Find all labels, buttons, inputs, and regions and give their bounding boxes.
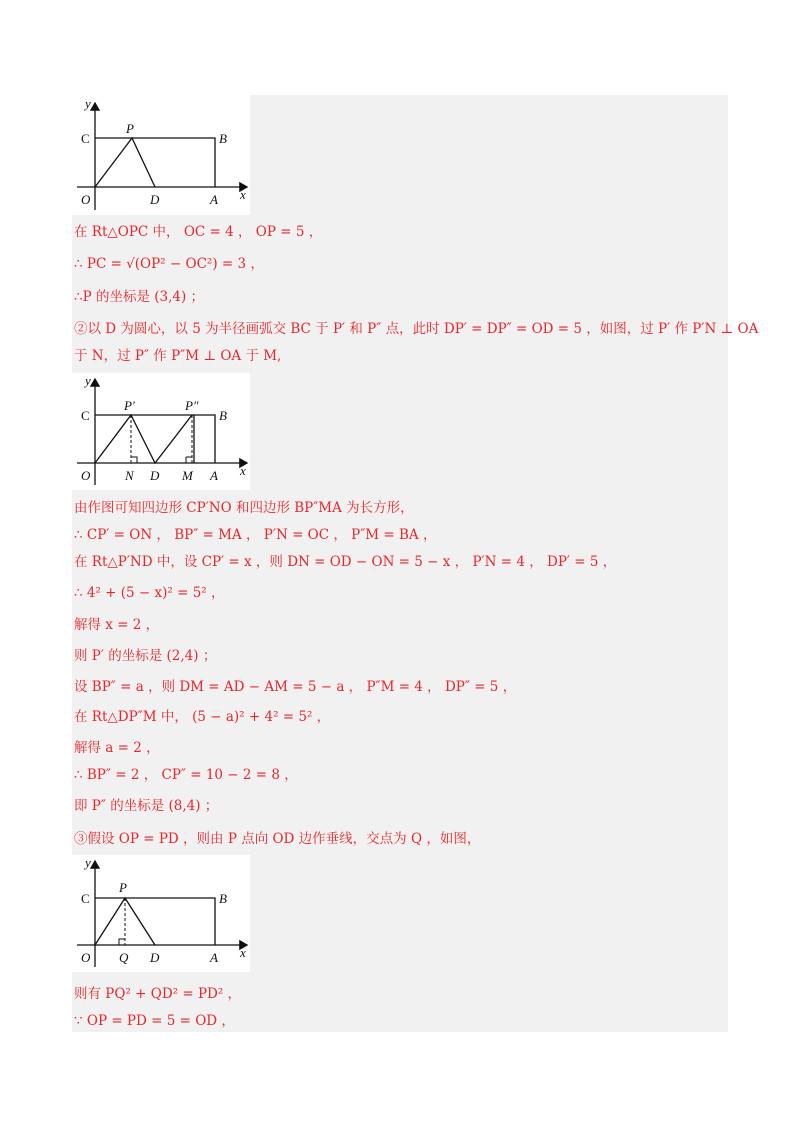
- label-x: x: [240, 463, 246, 478]
- label-b: B: [219, 131, 227, 146]
- text-line: ∴ BP″ = 2 ， CP″ = 10 − 2 = 8 ，: [74, 767, 298, 783]
- label-p-double-prime: P″: [185, 398, 199, 413]
- right-angle-q: [119, 939, 125, 945]
- label-m: M: [182, 468, 193, 483]
- label-o: O: [81, 468, 91, 483]
- text-line: 解得 x = 2 ，: [74, 617, 160, 633]
- text-line: 解得 a = 2 ，: [74, 740, 160, 756]
- text-line: 设 BP″ = a ，则 DM = AD − AM = 5 − a ， P″M = 4 ， DP″ = 5 ，: [74, 679, 517, 695]
- label-y: y: [85, 855, 91, 870]
- text-line: ∴P 的坐标是 (3,4) ；: [74, 289, 205, 305]
- label-p: P: [119, 880, 127, 895]
- right-angle-n: [131, 457, 137, 463]
- text-line: 在 Rt△OPC 中， OC = 4 ， OP = 5 ，: [74, 224, 323, 240]
- label-d: D: [150, 950, 160, 965]
- label-b: B: [219, 408, 227, 423]
- label-q: Q: [119, 950, 129, 965]
- text-line: ∴ PC = √(OP² − OC²) = 3 ，: [74, 256, 264, 272]
- triangle-opd: [95, 138, 155, 187]
- text-line: ∵ OP = PD = 5 = OD ，: [74, 1013, 235, 1029]
- label-d: D: [150, 468, 160, 483]
- label-c: C: [81, 131, 90, 146]
- label-c: C: [81, 408, 90, 423]
- label-x: x: [240, 945, 246, 960]
- text-line: ∴ 4² + (5 − x)² = 5² ，: [74, 585, 225, 601]
- text-line: ③假设 OP = PD ，则由 P 点向 OD 边作垂线，交点为 Q ，如图，: [74, 831, 481, 847]
- label-a: A: [210, 468, 218, 483]
- label-p-prime: P′: [124, 398, 135, 413]
- label-n: N: [125, 468, 134, 483]
- label-y: y: [85, 373, 91, 388]
- figure-3-diagram: [72, 855, 250, 972]
- zigzag-segments: [95, 415, 192, 463]
- label-b: B: [219, 891, 227, 906]
- figure-2-diagram: [72, 373, 250, 490]
- label-o: O: [81, 192, 91, 207]
- label-p: P: [126, 121, 134, 136]
- text-line: 在 Rt△P′ND 中，设 CP′ = x ，则 DN = OD − ON = 5 − x ， P′N = 4 ， DP′ = 5 ，: [74, 554, 617, 570]
- label-y: y: [85, 96, 91, 111]
- text-line: ②以 D 为圆心，以 5 为半径画弧交 BC 于 P′ 和 P″ 点，此时 DP′ = DP″ = OD = 5 ，如图，过 P′ 作 P′N ⊥ OA: [74, 321, 759, 337]
- text-line: 于 N，过 P″ 作 P″M ⊥ OA 于 M,: [74, 348, 282, 364]
- label-x: x: [240, 187, 246, 202]
- text-line: ∴ CP′ = ON ， BP″ = MA ， P′N = OC ， P″M = BA ，: [74, 527, 437, 543]
- text-line: 则有 PQ² + QD² = PD² ，: [74, 986, 242, 1002]
- text-line: 则 P′ 的坐标是 (2,4) ；: [74, 648, 217, 664]
- label-o: O: [81, 950, 91, 965]
- rectangle-edges: [95, 898, 215, 945]
- label-c: C: [81, 891, 90, 906]
- label-a: A: [210, 192, 218, 207]
- text-line: 在 Rt△DP″M 中， (5 − a)² + 4² = 5² ，: [74, 709, 331, 725]
- label-a: A: [210, 950, 218, 965]
- label-d: D: [150, 192, 160, 207]
- text-line: 即 P″ 的坐标是 (8,4) ；: [74, 798, 219, 814]
- figure-1-diagram: [72, 95, 250, 215]
- text-line: 由作图可知四边形 CP′NO 和四边形 BP″MA 为长方形，: [74, 500, 414, 516]
